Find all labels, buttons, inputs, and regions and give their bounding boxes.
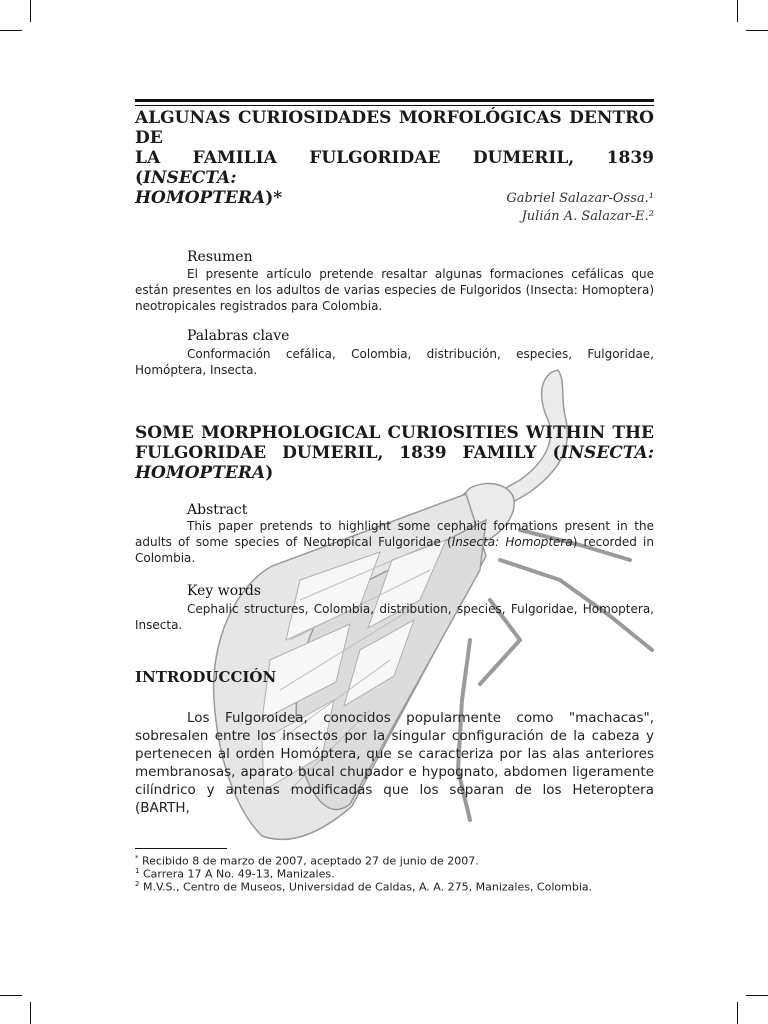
footnote-1: $^1$ Carrera 17 A No. 49-13, Manizales. [135,867,335,881]
spanish-title-line1: ALGUNAS CURIOSIDADES MORFOLÓGICAS DENTRO DE [135,108,654,148]
english-title-line2a: FULGORIDAE DUMERIL, 1839 FAMILY ( [135,443,561,463]
spanish-title-line3a: HOMOPTERA [135,188,266,208]
english-title-line2b: INSECTA: [560,443,654,463]
title-rule-thick [135,99,654,102]
palabras-clave-heading: Palabras clave [187,328,290,344]
resumen-text [135,266,654,314]
palabras-clave-text [135,346,654,378]
key-words-paragraph: Cephalic structures, Colombia, distribution, species, Fulgoridae, Homoptera, Insecta. [135,602,654,632]
footnote-2: $^2$ M.V.S., Centro de Museos, Universidad de Caldas, A. A. 275, Manizales, Colombia. [135,880,593,894]
spanish-title-line2a: LA FAMILIA FULGORIDAE DUMERIL, 1839 ( [135,148,654,188]
key-words-heading: Key words [187,583,261,599]
abstract-heading: Abstract [187,502,248,518]
introduccion-text [135,709,654,817]
introduccion-paragraph: Los Fulgoroidea, conocidos popularmente como "machacas", sobresalen entre los insectos por la singular configuración de la cabeza y pertenecen al orden Homóptera, que se caracteriza por las alas anteriores membranosas, aparato bucal chupador e hypognato, abdomen ligeramente cilíndrico y antenas modificadas que los separan de los Heteroptera (BARTH, [135,710,654,816]
footnote-rule [135,848,227,849]
resumen-paragraph: El presente artículo pretende resaltar algunas formaciones cefálicas que están presentes en los adultos de varias especies de Fulgoridos (Insecta: Homoptera) neotropicales registrados para Colombia. [135,267,654,313]
english-title-line3b: ) [265,463,274,483]
title-rule-thin [135,105,654,106]
english-title-line3a: HOMOPTERA [135,463,266,483]
spanish-title-line3b: )* [265,188,283,208]
abstract-paragraph-italic: Insecta: Homoptera [451,535,573,549]
author-2: Julián A. Salazar-E.² [521,209,654,224]
footnote-star: * Recibido 8 de marzo de 2007, aceptado 27 de junio de 2007. [135,854,479,868]
abstract-paragraph-a: This paper pretends to highlight some cephalic formations present in the adults of some species of Neotropical Fulgoridae ( [135,519,654,549]
authors [506,190,654,226]
palabras-clave-paragraph: Conformación cefálica, Colombia, distribución, especies, Fulgoridae, Homóptera, Insecta. [135,347,654,377]
abstract-text [135,518,654,566]
english-title-line1: SOME MORPHOLOGICAL CURIOSITIES WITHIN THE [135,423,654,443]
spanish-title-line2b: INSECTA: [143,168,237,188]
key-words-text [135,601,654,633]
author-1: Gabriel Salazar-Ossa.¹ [506,191,654,206]
resumen-heading: Resumen [187,249,253,265]
english-title [135,423,654,483]
abstract-paragraph-b: ) recorded in Colombia. [135,535,654,565]
introduccion-heading: INTRODUCCIÓN [135,668,277,686]
